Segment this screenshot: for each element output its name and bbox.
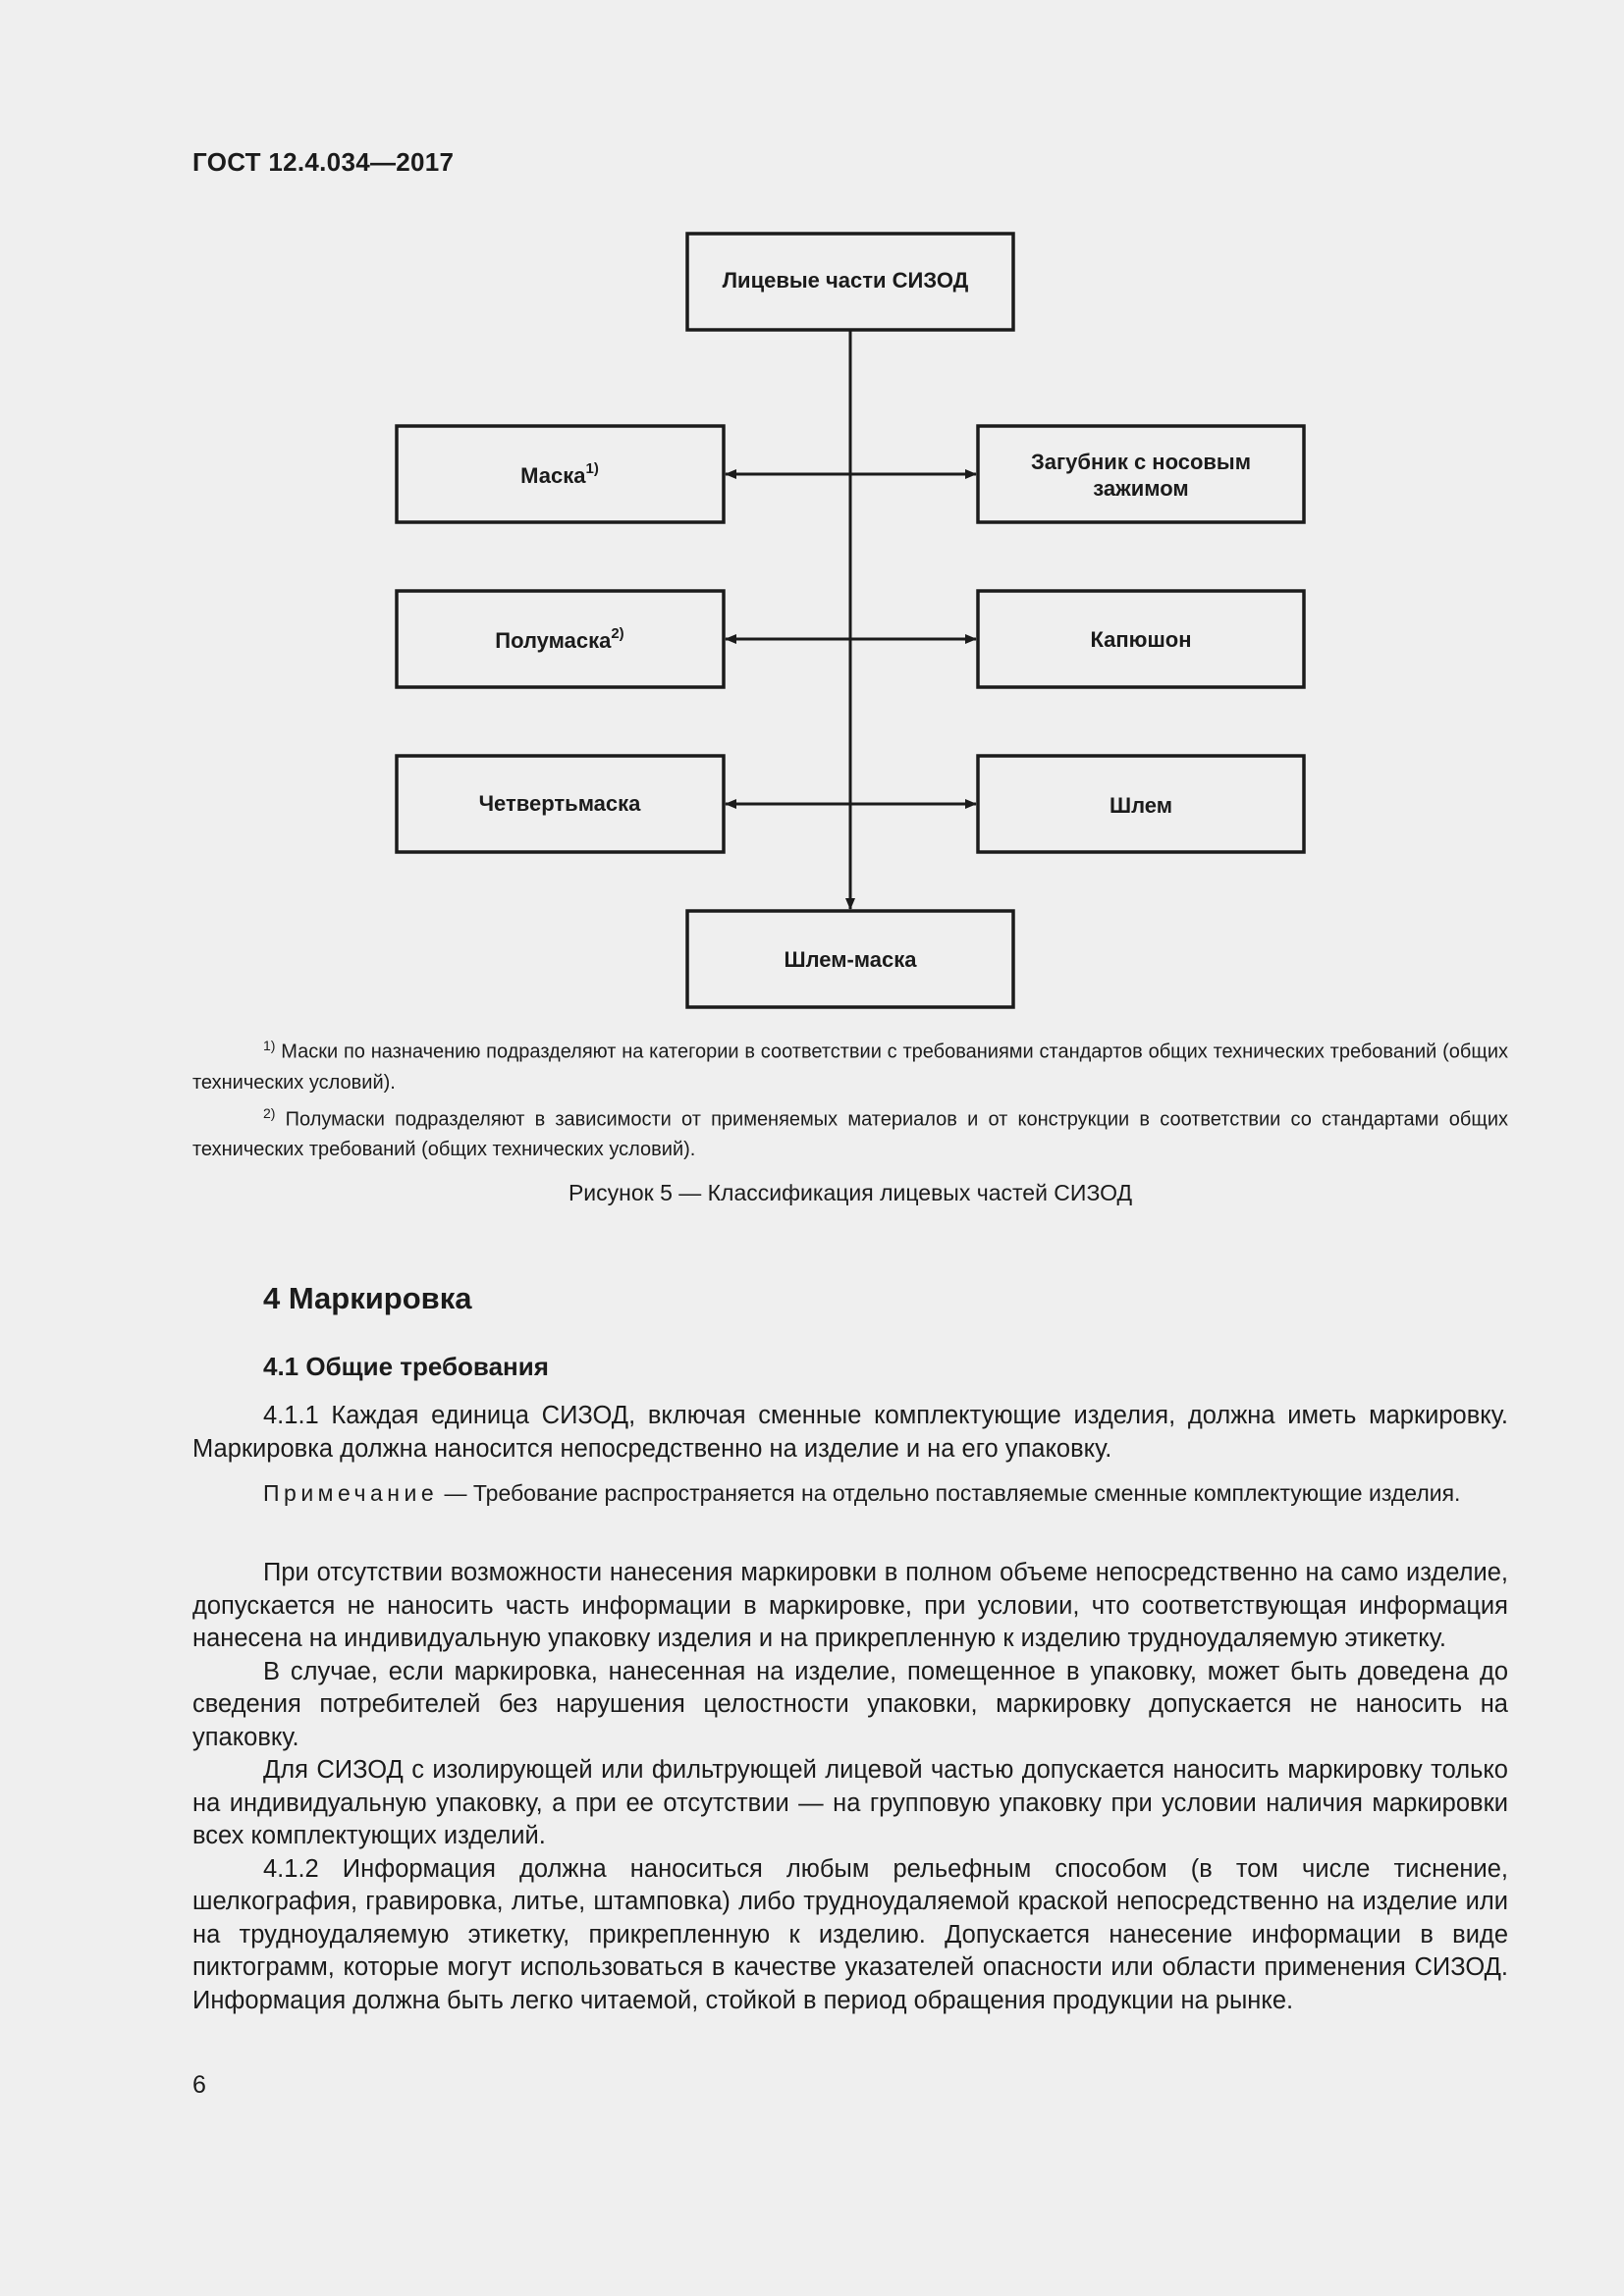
footnote-1: $^{1)}$ Маски по назначению подразделяют на категории в соответствии с требованиями стандартов общих технических требований (общих технических условий). bbox=[192, 1038, 1508, 1094]
left-3-label: Четвертьмаска bbox=[478, 791, 641, 816]
page-number: 6 bbox=[192, 2071, 206, 2099]
document-header: ГОСТ 12.4.034—2017 bbox=[192, 147, 455, 177]
right-1-label: Загубник с носовым bbox=[1031, 450, 1251, 474]
box-right-1 bbox=[978, 426, 1304, 522]
paragraph: Для СИЗОД с изолирующей или фильтрующей лицевой частью допускается наносить маркировку только на индивидуальную упаковку, а при ее отсутствии — на групповую упаковку при условии наличия маркировки всех комплектующих изделий. bbox=[192, 1756, 1508, 1849]
note-label: Примечание bbox=[263, 1480, 439, 1506]
left-2-label: Полумаска$^{2)}$ bbox=[495, 625, 624, 653]
root-label: Лицевые части СИЗОД bbox=[722, 268, 969, 293]
note-body: — Требование распространяется на отдельно поставляемые сменные комплектующие изделия. bbox=[438, 1480, 1461, 1506]
left-1-label: Маска$^{1)}$ bbox=[520, 460, 599, 488]
footnote-2: $^{2)}$ Полумаски подразделяют в зависимости от применяемых материалов и от конструкции в соответствии со стандартами общих технических требований (общих технических условий). bbox=[192, 1104, 1508, 1161]
paragraph: В случае, если маркировка, нанесенная на изделие, помещенное в упаковку, может быть доведена до сведения потребителей без нарушения целостности упаковки, маркировку допускается не наносить на упаковку. bbox=[192, 1657, 1508, 1751]
right-2-label: Капюшон bbox=[1090, 627, 1192, 652]
section-title: 4 Маркировка bbox=[263, 1281, 472, 1315]
figure-footnotes bbox=[192, 1031, 1508, 1165]
classification-diagram bbox=[0, 0, 1624, 1041]
paragraph-4-1-2: 4.1.2 Информация должна наноситься любым рельефным способом (в том числе тиснение, шелкография, гравировка, литье, штамповка) либо трудноудаляемой краской непосредственно на изделие или на трудноудаляемую этикетку, прикрепленную к изделию. Допускается нанесение информации в виде пиктограмм, которые могут использоваться в качестве указателей опасности или области применения СИЗОД. Информация должна быть легко читаемой, стойкой в период обращения продукции на рынке. bbox=[192, 1854, 1508, 2014]
paragraph: При отсутствии возможности нанесения маркировки в полном объеме непосредственно на само изделие, допускается не наносить часть информации в маркировке, при условии, что соответствующая информация нанесена на индивидуальную упаковку изделия и на прикрепленную к изделию трудноудаляемую этикетку. bbox=[192, 1559, 1508, 1652]
figure-caption: Рисунок 5 — Классификация лицевых частей СИЗОД bbox=[568, 1180, 1133, 1205]
bottom-label: Шлем-маска bbox=[784, 947, 917, 972]
right-3-label: Шлем bbox=[1109, 793, 1173, 818]
paragraph-4-1-1: 4.1.1 Каждая единица СИЗОД, включая сменные комплектующие изделия, должна иметь маркировку. Маркировка должна наносится непосредственно на изделие и на его упаковку. bbox=[192, 1402, 1508, 1463]
connectors bbox=[726, 330, 976, 909]
right-1-label-line2: зажимом bbox=[1093, 476, 1189, 501]
body-paragraphs bbox=[192, 1557, 1508, 2017]
note bbox=[192, 1478, 1508, 1509]
subsection-title: 4.1 Общие требования bbox=[263, 1352, 549, 1381]
